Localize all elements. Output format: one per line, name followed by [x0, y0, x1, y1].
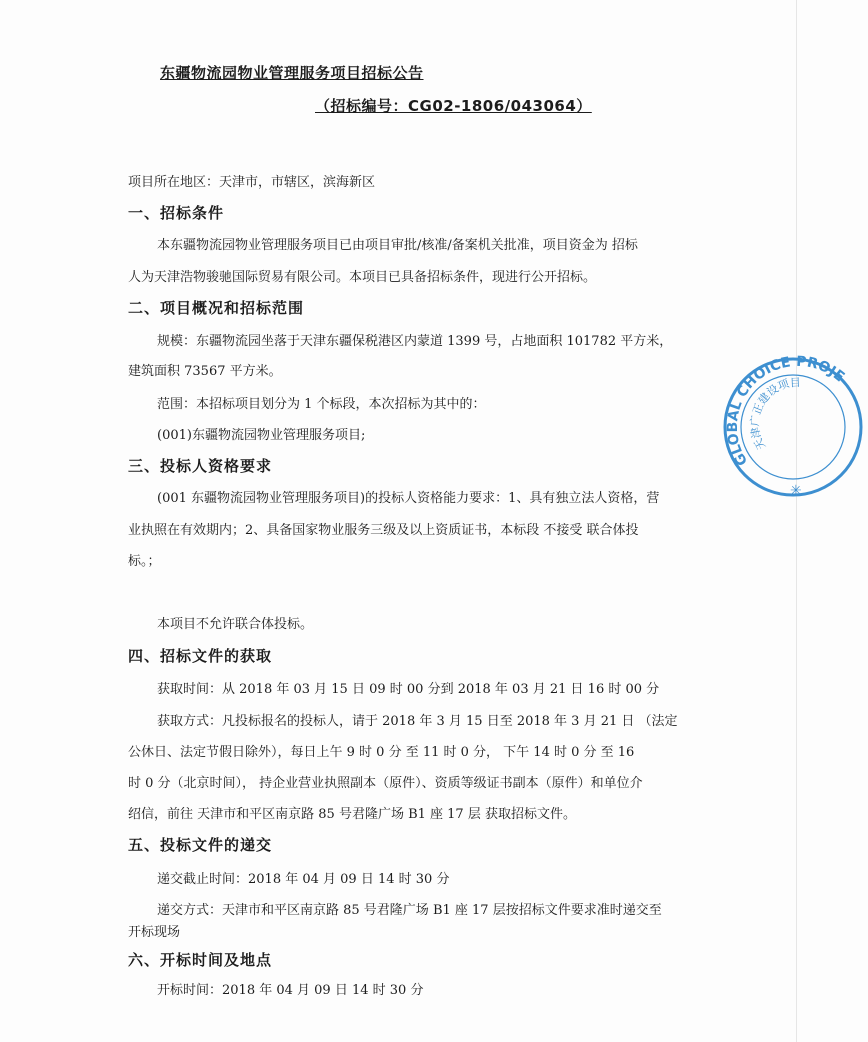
section-heading-4: 四、招标文件的获取 [128, 647, 273, 665]
s3-consortium-note: 本项目不允许联合体投标。 [157, 617, 314, 632]
s5-method-line-2: 开标现场 [128, 925, 181, 940]
page-edge [796, 0, 797, 1042]
company-seal [718, 352, 868, 502]
s5-method-line-1: 递交方式：天津市和平区南京路 85 号君隆广场 B1 座 17 层按招标文件要求准时递交至 [157, 903, 662, 918]
s2-range: 范围：本招标项目划分为 1 个标段，本次招标为其中的： [157, 397, 486, 412]
s4-method-line-4: 绍信，前往 天津市和平区南京路 85 号君隆广场 B1 座 17 层 获取招标文件。 [128, 807, 576, 822]
s1-paragraph-line-1: 本东疆物流园物业管理服务项目已由项目审批/核准/备案机关批准，项目资金为 招标 [157, 238, 638, 253]
section-heading-3: 三、投标人资格要求 [128, 457, 273, 475]
s1-paragraph-line-2: 人为天津浩物骏驰国际贸易有限公司。本项目已具备招标条件，现进行公开招标。 [128, 270, 597, 285]
section-heading-2: 二、项目概况和招标范围 [128, 299, 305, 317]
seal-star-icon: ✳ [790, 483, 802, 499]
document-title: 东疆物流园物业管理服务项目招标公告 [160, 64, 424, 82]
seal-chinese-text: 天津广正建设项目 [748, 376, 802, 452]
s4-acquisition-time: 获取时间：从 2018 年 03 月 15 日 09 时 00 分到 2018 年 03 月 21 日 16 时 00 分 [157, 682, 660, 697]
s5-deadline: 递交截止时间：2018 年 04 月 09 日 14 时 30 分 [157, 872, 450, 887]
s3-requirement-line-2: 业执照在有效期内；2、具备国家物业服务三级及以上资质证书，本标段 不接受 联合体投 [128, 523, 639, 538]
s2-scale-line-1: 规模：东疆物流园坐落于天津东疆保税港区内蒙道 1399 号，占地面积 101782 平方米， [157, 334, 673, 349]
s2-scale-line-2: 建筑面积 73567 平方米。 [128, 364, 282, 379]
s2-lot-item: (001)东疆物流园物业管理服务项目; [157, 428, 366, 443]
s4-method-line-3: 时 0 分（北京时间）， 持企业营业执照副本（原件）、资质等级证书副本（原件）和单位介 [128, 776, 643, 791]
project-location: 项目所在地区：天津市，市辖区，滨海新区 [128, 175, 376, 190]
section-heading-5: 五、投标文件的递交 [128, 836, 273, 854]
section-heading-1: 一、招标条件 [128, 204, 225, 222]
seal-english-text: GLOBAL CHOICE PROJE [724, 353, 848, 469]
s6-opening-time: 开标时间：2018 年 04 月 09 日 14 时 30 分 [157, 983, 424, 998]
s4-method-line-2: 公休日、法定节假日除外），每日上午 9 时 0 分 至 11 时 0 分， 下午 14 时 0 分 至 16 [128, 745, 635, 760]
s4-method-line-1: 获取方式：凡投标报名的投标人，请于 2018 年 3 月 15 日至 2018 年 3 月 21 日 （法定 [157, 714, 678, 729]
section-heading-6: 六、开标时间及地点 [128, 951, 273, 969]
bid-number: （招标编号：CG02-1806/043064） [315, 97, 592, 115]
s3-requirement-line-1: (001 东疆物流园物业管理服务项目)的投标人资格能力要求：1、具有独立法人资格，营 [157, 491, 660, 506]
s3-requirement-line-3: 标。； [128, 554, 161, 569]
